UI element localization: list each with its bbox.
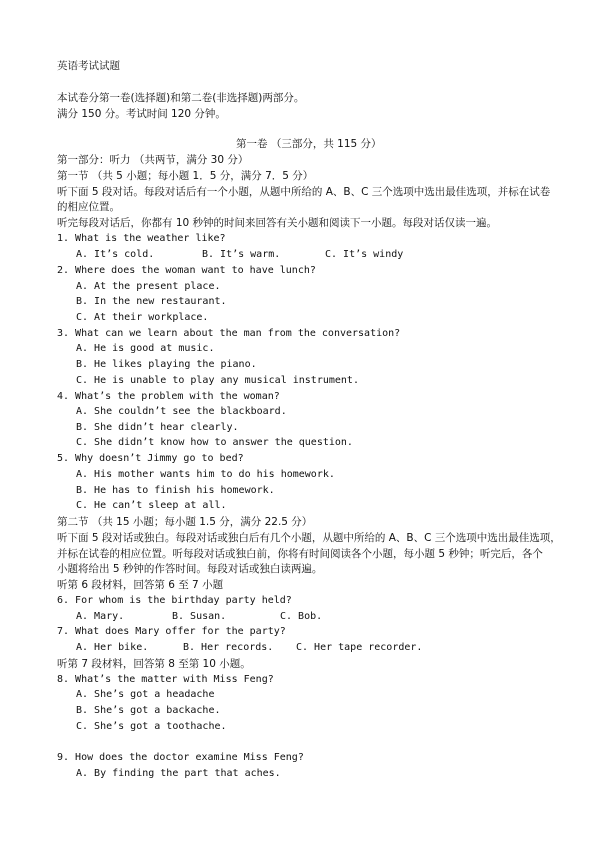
- question-4-stem: 4. What’s the problem with the woman?: [57, 391, 280, 402]
- question-2-option-a: A. At the present place.: [76, 281, 221, 292]
- question-9-stem: 9. How does the doctor examine Miss Feng?: [57, 752, 304, 763]
- question-1-option-b: B. It’s warm.: [202, 249, 281, 260]
- question-6-stem: 6. For whom is the birthday party held?: [57, 595, 292, 606]
- section-1-instruction: 听下面 5 段对话。每段对话后有一个小题，从题中所给的 A、B、C 三个选项中选出最佳选项，并标在试卷: [57, 186, 551, 198]
- question-4-option-a: A. She couldn’t see the blackboard.: [76, 406, 287, 417]
- question-2-option-b: B. In the new restaurant.: [76, 296, 227, 307]
- question-7-option-b: B. Her records.: [183, 642, 274, 653]
- question-1-option-a: A. It’s cold.: [76, 249, 155, 260]
- question-8-option-c: C. She’s got a toothache.: [76, 721, 227, 732]
- question-6-option-c: C. Bob.: [280, 611, 323, 622]
- section-2-instruction: 听下面 5 段对话或独白。每段对话或独白后有几个小题，从题中所给的 A、B、C 三个选项中选出最佳选项，: [57, 532, 561, 544]
- section-2-instruction-cont: 并标在试卷的相应位置。听每段对话或独白前，你将有时间阅读各个小题，每小题 5 秒钟；听完后，各个: [57, 548, 543, 560]
- intro-line-2: 满分 150 分。考试时间 120 分钟。: [57, 108, 226, 120]
- question-7-option-a: A. Her bike.: [76, 642, 149, 653]
- question-1-stem: 1. What is the weather like?: [57, 233, 226, 244]
- section-2-instruction-cont-2: 小题将给出 5 秒钟的作答时间。每段对话或独白读两遍。: [57, 563, 323, 575]
- question-8-option-a: A. She’s got a headache: [76, 689, 215, 700]
- question-4-option-c: C. She didn’t know how to answer the question.: [76, 437, 353, 448]
- question-6-option-a: A. Mary.: [76, 611, 125, 622]
- question-3-option-c: C. He is unable to play any musical instrument.: [76, 375, 359, 386]
- question-5-option-a: A. His mother wants him to do his homework.: [76, 469, 335, 480]
- question-3-option-a: A. He is good at music.: [76, 343, 215, 354]
- question-8-option-b: B. She’s got a backache.: [76, 705, 221, 716]
- question-2-stem: 2. Where does the woman want to have lunch?: [57, 265, 316, 276]
- question-4-option-b: B. She didn’t hear clearly.: [76, 422, 239, 433]
- doc-title: 英语考试试题: [57, 60, 120, 72]
- section-2-heading: 第二节 （共 15 小题；每小题 1.5 分，满分 22.5 分）: [57, 516, 313, 528]
- question-5-option-b: B. He has to finish his homework.: [76, 485, 275, 496]
- question-9-option-a: A. By finding the part that aches.: [76, 768, 281, 779]
- question-7-option-c: C. Her tape recorder.: [296, 642, 423, 653]
- material-6-heading: 听第 6 段材料，回答第 6 至 7 小题: [57, 579, 224, 591]
- question-6-option-b: B. Susan.: [172, 611, 227, 622]
- question-3-option-b: B. He likes playing the piano.: [76, 359, 257, 370]
- question-5-stem: 5. Why doesn’t Jimmy go to bed?: [57, 453, 244, 464]
- question-3-stem: 3. What can we learn about the man from the conversation?: [57, 328, 401, 339]
- question-8-stem: 8. What’s the matter with Miss Feng?: [57, 674, 274, 685]
- section-1-instruction-2: 听完每段对话后，你都有 10 秒钟的时间来回答有关小题和阅读下一小题。每段对话仅读一遍。: [57, 217, 498, 229]
- volume-heading: 第一卷 （三部分，共 115 分）: [236, 138, 382, 150]
- question-5-option-c: C. He can’t sleep at all.: [76, 500, 227, 511]
- question-1-option-c: C. It’s windy: [325, 249, 404, 260]
- part-heading: 第一部分：听力 （共两节，满分 30 分）: [57, 154, 249, 166]
- section-1-instruction-cont: 的相应位置。: [57, 201, 120, 213]
- question-2-option-c: C. At their workplace.: [76, 312, 209, 323]
- section-1-heading: 第一节 （共 5 小题；每小题 1．5 分，满分 7．5 分）: [57, 170, 314, 182]
- intro-line-1: 本试卷分第一卷(选择题)和第二卷(非选择题)两部分。: [57, 92, 305, 104]
- material-7-heading: 听第 7 段材料，回答第 8 至第 10 小题。: [57, 658, 251, 670]
- question-7-stem: 7. What does Mary offer for the party?: [57, 626, 286, 637]
